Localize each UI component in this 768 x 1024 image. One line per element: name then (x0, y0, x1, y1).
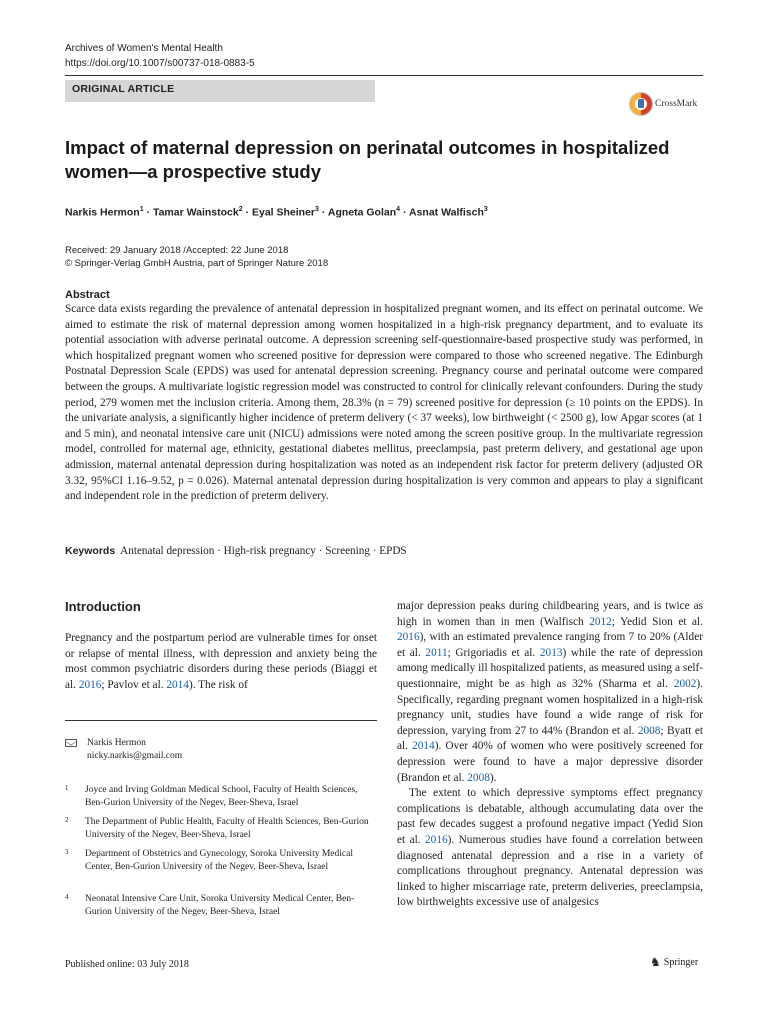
intro-paragraph-1: Pregnancy and the postpartum period are vulnerable times for onset or relapse of mental illness, with depression and anxiety being the most common psychiatric disorders during these periods (Biaggi et al. 2016; Pavlov et al. 2014). The risk of (65, 632, 377, 691)
citation-link[interactable]: 2016 (397, 631, 420, 644)
affiliation-text: Joyce and Irving Goldman Medical School, Faculty of Health Sciences, Ben-Gurion University of the Negev, Beer-Sheva, Israel (85, 785, 358, 808)
journal-header (65, 41, 255, 71)
citation-link[interactable]: 2014 (412, 740, 435, 753)
crossmark-badge[interactable] (630, 93, 697, 115)
section-heading-introduction: Introduction (65, 599, 141, 614)
affiliation-number: 4 (65, 893, 69, 901)
received-accepted: Received: 29 January 2018 /Accepted: 22 June 2018 (65, 245, 289, 256)
keywords-label: Keywords (65, 545, 116, 557)
author-list: Narkis Hermon$^1$ · Tamar Wainstock$^2$ · Eyal Sheiner$^3$ · Agneta Golan$^4$ · Asnat Walfisch$^3$ (65, 206, 488, 219)
left-column-text (65, 631, 377, 693)
citation-link[interactable]: 2012 (589, 615, 612, 628)
abstract-text: Scarce data exists regarding the prevalence of antenatal depression in hospitalized pregnant women, and its effect on perinatal outcome. We aimed to estimate the risk of maternal depression among women hospitalized in a high-risk pregnancy department, and to evaluate its potential association with adverse perinatal outcome. A depression screening self-questionnaire-based prospective study was performed, in which hospitalized pregnant women who screened positive for depression were compared to those who screened negative. The Edinburgh Postnatal Depression Scale (EPDS) was used for antenatal depression screening. Pregnancy course and perinatal outcome were compared between the groups. A multivariate logistic regression model was constructed to control for clinically relevant confounders. During the study period, 279 women met the inclusion criteria. Among them, 28.3% (n = 79) screened positive for depression (≥ 10 points on the EPDS). In the univariate analysis, a significantly higher incidence of preterm delivery (< 37 weeks), low birthweight (< 2500 g), low Apgar scores (at 1 and 5 min), and neonatal intensive care unit (NICU) admissions were noted among the screen positive group. In the multivariate regression model, controlled for maternal age, ethnicity, gestational diabetes mellitus, preeclampsia, past preterm delivery, and gestational age upon admission, maternal antenatal depression during hospitalization was noted as an independent risk factor for preterm delivery (adjusted OR 3.32, 95%CI 1.16–9.52, p = 0.026). Maternal antenatal depression during hospitalization is very common and appears to play a significant and independent role in the prediction of preterm delivery. (65, 303, 703, 503)
affiliation-text: Department of Obstetrics and Gynecology, Soroka University Medical Center, Ben-Gurion University of the Negev, Beer-Sheva, Israel (85, 849, 353, 872)
abstract-heading: Abstract (65, 289, 110, 301)
springer-horse-icon: ♞ (650, 955, 661, 969)
footnote-rule (65, 720, 377, 721)
author-affiliation-mark: 2 (238, 206, 243, 213)
author-affiliation-mark: 3 (483, 206, 488, 213)
affiliation-number: 1 (65, 784, 69, 792)
journal-name: Archives of Women's Mental Health (65, 43, 223, 54)
author-name[interactable]: Agneta Golan (327, 206, 397, 219)
article-title: Impact of maternal depression on perinatal outcomes in hospitalized women—a prospective study (65, 137, 670, 182)
author-affiliation-mark: 1 (139, 206, 144, 213)
author-name[interactable]: Tamar Wainstock (152, 206, 239, 219)
author-affiliation-mark: 3 (315, 206, 319, 213)
right-column-text (397, 599, 703, 911)
copyright-line: © Springer-Verlag GmbH Austria, part of Springer Nature 2018 (65, 258, 329, 269)
affiliation-text: Neonatal Intensive Care Unit, Soroka University Medical Center, Ben-Gurion University of the Negev, Beer-Sheva, Israel (85, 894, 355, 917)
affiliation (65, 784, 377, 810)
citation-link[interactable]: 2016 (78, 678, 102, 691)
intro-paragraph-3: The extent to which depressive symptoms effect pregnancy complications is debatable, although accumulating data over the past few decades suggest a profound negative impact (Yedid Sion et al. 2016). Numerous studies have found a correlation between diagnosed antenatal depression and a rise in a variety of complications throughout pregnancy. Antenatal depression was linked to higher miscarriage rate, preterm deliveries, preeclampsia, low birthweights excessive use of analgesics (397, 787, 703, 909)
article-dates (65, 244, 328, 270)
correspondence (87, 737, 182, 763)
doi-link[interactable]: https://doi.org/10.1007/s00737-018-0883-5 (65, 58, 255, 69)
citation-link[interactable]: 2013 (539, 646, 563, 659)
citation-link[interactable]: 2016 (425, 833, 448, 846)
author-name[interactable]: Narkis Hermon (65, 206, 140, 219)
keywords (65, 545, 703, 557)
keywords-text: Antenatal depression · High-risk pregnancy · Screening · EPDS (120, 545, 407, 557)
citation-link[interactable]: 2008 (637, 724, 661, 737)
citation-link[interactable]: 2002 (673, 677, 697, 690)
affiliation (65, 893, 377, 919)
affiliation (65, 848, 377, 874)
publisher-name: Springer (663, 957, 699, 968)
affiliation-number: 3 (65, 848, 69, 856)
publisher-logo (650, 955, 698, 970)
author-affiliation-mark: 4 (396, 206, 401, 213)
affiliation (65, 816, 377, 842)
article-type-banner: ORIGINAL ARTICLE (65, 80, 375, 102)
header-rule (65, 75, 703, 76)
crossmark-icon (630, 93, 652, 115)
published-date: Published online: 03 July 2018 (65, 959, 189, 970)
citation-link[interactable]: 2008 (467, 771, 490, 784)
author-name[interactable]: Eyal Sheiner (251, 206, 316, 219)
citation-link[interactable]: 2014 (166, 678, 189, 691)
crossmark-label: CrossMark (655, 99, 698, 109)
affiliation-text: The Department of Public Health, Faculty of Health Sciences, Ben-Gurion University of the Negev, Beer-Sheva, Israel (85, 817, 369, 840)
intro-paragraph-2: major depression peaks during childbearing years, and is twice as high in women than in men (Walfisch 2012; Yedid Sion et al. 2016), with an estimated prevalence ranging from 7 to 20% (Alder et al. 2011; Grigoriadis et al. 2013) while the rate of depression among medically ill hospitalized patients, as measured using a self-questionnaire, might be as high as 32% (Sharma et al. 2002). Specifically, regarding pregnant women hospitalized in a high-risk pregnancy unit, studies have found a wide range of risk for depression, varying from 27 to 44% (Brandon et al. 2008; Byatt et al. 2014). Over 40% of women who were positively screened for depression were found to have a major depressive disorder (Brandon et al. 2008). (397, 600, 704, 784)
correspondence-name: Narkis Hermon (87, 738, 146, 748)
correspondence-email[interactable]: nicky.narkis@gmail.com (87, 751, 183, 761)
citation-link[interactable]: 2011 (425, 646, 448, 659)
author-name[interactable]: Asnat Walfisch (409, 206, 484, 219)
affiliation-number: 2 (65, 816, 69, 824)
mail-icon (65, 739, 77, 747)
